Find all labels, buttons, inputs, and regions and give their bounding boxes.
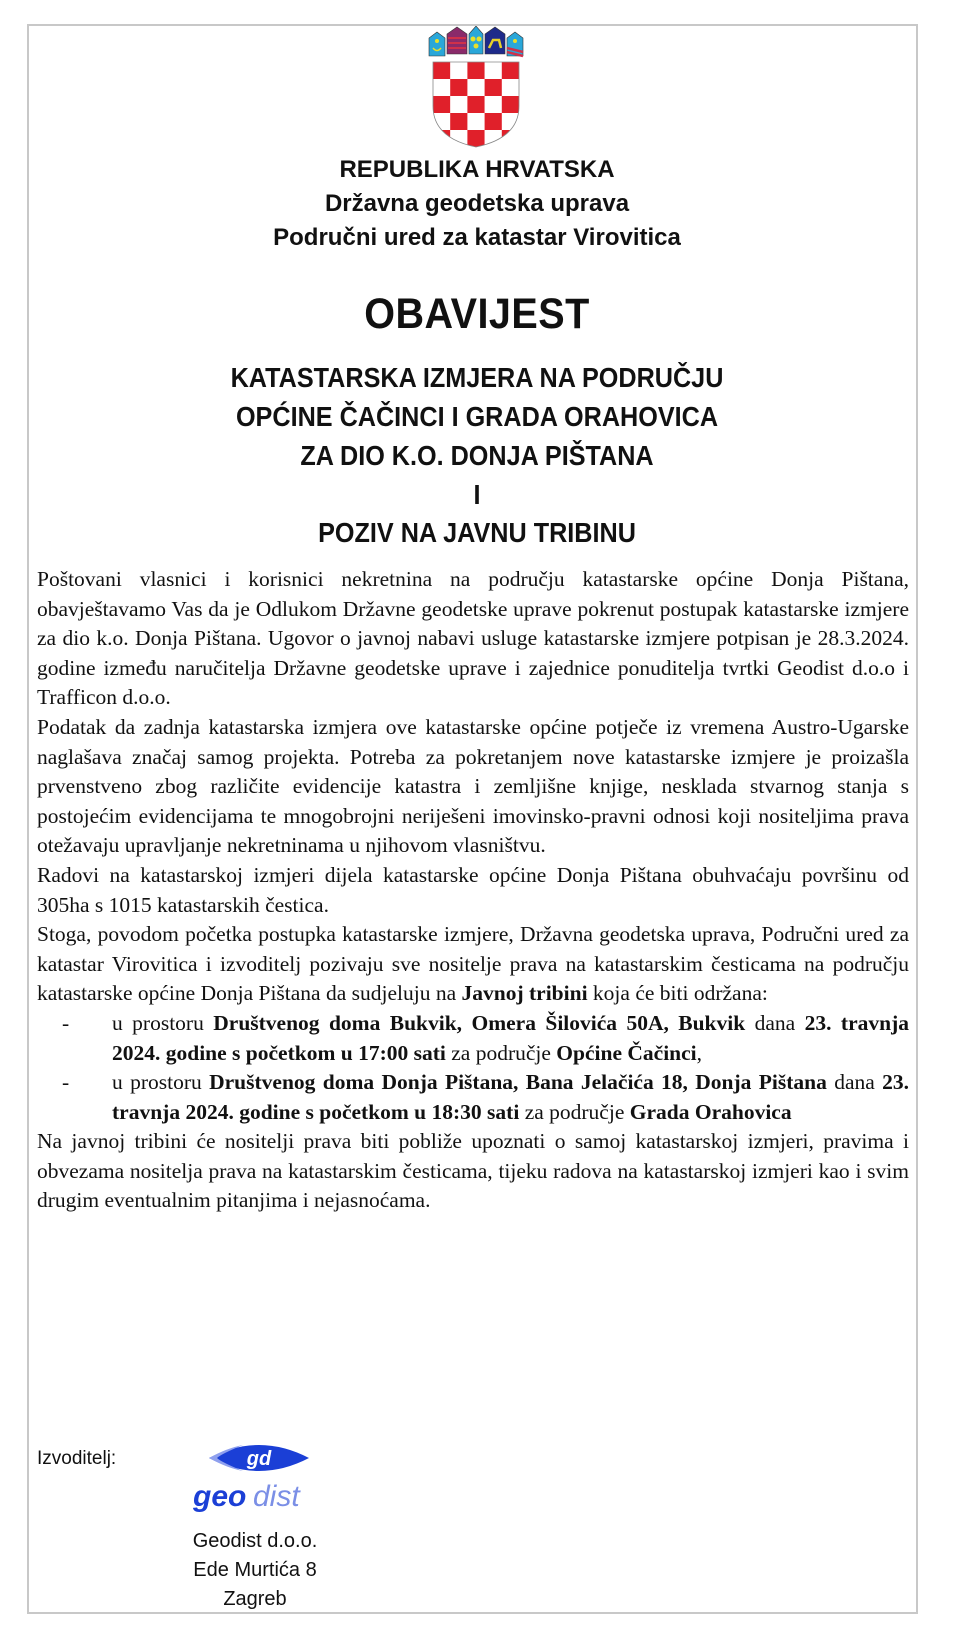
- street-address: Ede Murtića 8: [193, 1559, 317, 1581]
- shield-square: [485, 113, 502, 130]
- shield-square: [502, 96, 519, 113]
- subtitle-line: ZA DIO K.O. DONJA PIŠTANA: [300, 440, 654, 471]
- shield-square: [467, 113, 484, 130]
- event-venue: Društvenog doma Bukvik, Omera Šilovića 50A, Bukvik: [213, 1010, 746, 1035]
- event-datetime: 23. travnja 2024. godine s početkom u 18:30 sati: [112, 1070, 910, 1124]
- subtitle-line: I: [473, 479, 481, 510]
- event-item: - u prostoru Društvenog doma Bukvik, Omera Šilovića 50A, Bukvik dana 23. travnja 2024. godine s početkom u 17:00 sati za područje Općine Čačinci,: [62, 1010, 909, 1065]
- logo-dist-text: dist: [253, 1480, 300, 1513]
- shield-square: [502, 130, 519, 147]
- paragraph-intro: Poštovani vlasnici i korisnici nekretnina na području katastarske općine Donja Pištana, obavještavamo Vas da je Odlukom Državne geodetske uprave pokrenut postupak katastarske izmjere za dio k.o. Donja Pištana. Ugovor o javnoj nabavi usluge katastarske izmjere potpisan je 28.3.2024. godine između naručitelja Državne geodetske uprave i zajednice ponuditelja tvrtki Geodist d.o.o i Trafficon d.o.o.: [37, 567, 909, 710]
- shield-square: [485, 62, 502, 79]
- event-area: Općine Čačinci: [556, 1040, 697, 1065]
- city: Zagreb: [223, 1588, 287, 1610]
- shield-square: [485, 96, 502, 113]
- contractor-address: [165, 1527, 345, 1614]
- paragraph-invitation: Stoga, povodom početka postupka katastarske izmjere, Državna geodetska uprava, Područni ured za katastar Virovitica i izvoditelj pozivaju sve nositelje prava na katastarskim česticama na području katastarske općine Donja Pištana da sudjeluju na Javnoj tribini koja će biti održana:: [37, 922, 909, 1006]
- shield-square: [485, 79, 502, 96]
- shield-square: [433, 130, 450, 147]
- event-datetime: 23. travnja 2024. godine s početkom u 17:00 sati: [112, 1010, 909, 1065]
- country-name: REPUBLIKA HRVATSKA: [339, 156, 615, 183]
- notice-title: OBAVIJEST: [364, 290, 590, 338]
- shield-square: [467, 79, 484, 96]
- logo-gd-text: gd: [246, 1448, 272, 1470]
- event-item: - u prostoru Društvenog doma Donja Pištana, Bana Jelačića 18, Donja Pištana dana 23. travnja 2024. godine s početkom u 18:30 sati za područje Grada Orahovica: [62, 1070, 910, 1124]
- shield-square: [450, 113, 467, 130]
- notice-subtitle: [48, 358, 907, 552]
- shield-square: [467, 62, 484, 79]
- shield-square: [433, 62, 450, 79]
- logo-geo-text: geo: [193, 1480, 247, 1513]
- subtitle-line: KATASTARSKA IZMJERA NA PODRUČJU: [230, 362, 724, 393]
- croatian-coat-of-arms-icon: [425, 26, 527, 148]
- subtitle-line: POZIV NA JAVNU TRIBINU: [318, 517, 636, 548]
- shield-square: [450, 79, 467, 96]
- agency-name: Državna geodetska uprava: [324, 190, 630, 217]
- geodist-logo: [187, 1440, 332, 1520]
- bullet-dash: -: [62, 1010, 70, 1035]
- paragraph-background: Podatak da zadnja katastarska izmjera ove katastarske općine potječe iz vremena Austro-Ugarske naglašava značaj samog projekta. Potreba za pokretanjem nove katastarske izmjere je proizašla prvenstveno zbog različite evidencije katastra i zemljišne knjige, nesklada stvarnog stanja s postojećim evidencijama te mnogobrojni neriješeni imovinsko-pravni odnosi koji nositeljima prava otežavaju upravljanje nekretninama u njihovom vlasništvu.: [37, 714, 909, 858]
- public-forum-label: Javnoj tribini: [461, 981, 588, 1006]
- shield-square: [433, 79, 450, 96]
- issuer-header: [0, 153, 954, 255]
- company-name: Geodist d.o.o.: [192, 1530, 318, 1552]
- notice-body: [37, 565, 909, 1216]
- shield-square: [467, 130, 484, 147]
- shield-square: [502, 113, 519, 130]
- event-venue: Društvenog doma Donja Pištana, Bana Jelačića 18, Donja Pištana: [209, 1070, 827, 1095]
- paragraph-scope: Radovi na katastarskoj izmjeri dijela katastarske općine Donja Pištana obuhvaćaju površinu od 305ha s 1015 katastarskih čestica.: [37, 862, 909, 917]
- shield-square: [433, 96, 450, 113]
- crown: [429, 26, 523, 56]
- shield-square: [502, 62, 519, 79]
- paragraph-closing: Na javnoj tribini će nositelji prava biti pobliže upoznati o samoj katastarskoj izmjeri, pravima i obvezama nositelja prava na katastarskim česticama, tijeku radova na katastarskoj izmjeri kao i svim drugim eventualnim pitanjima i nejasnoćama.: [37, 1129, 909, 1213]
- office-name: Područni ured za katastar Virovitica: [273, 224, 681, 251]
- shield-square: [502, 79, 519, 96]
- subtitle-line: OPĆINE ČAČINCI I GRADA ORAHOVICA: [235, 401, 719, 432]
- shield-square: [450, 96, 467, 113]
- event-area: Grada Orahovica: [629, 1099, 792, 1124]
- bullet-dash: -: [62, 1070, 70, 1095]
- shield-square: [433, 113, 450, 130]
- event-list: [37, 1009, 909, 1127]
- shield-square: [450, 62, 467, 79]
- contractor-label: Izvoditelj:: [37, 1448, 117, 1469]
- shield-square: [467, 96, 484, 113]
